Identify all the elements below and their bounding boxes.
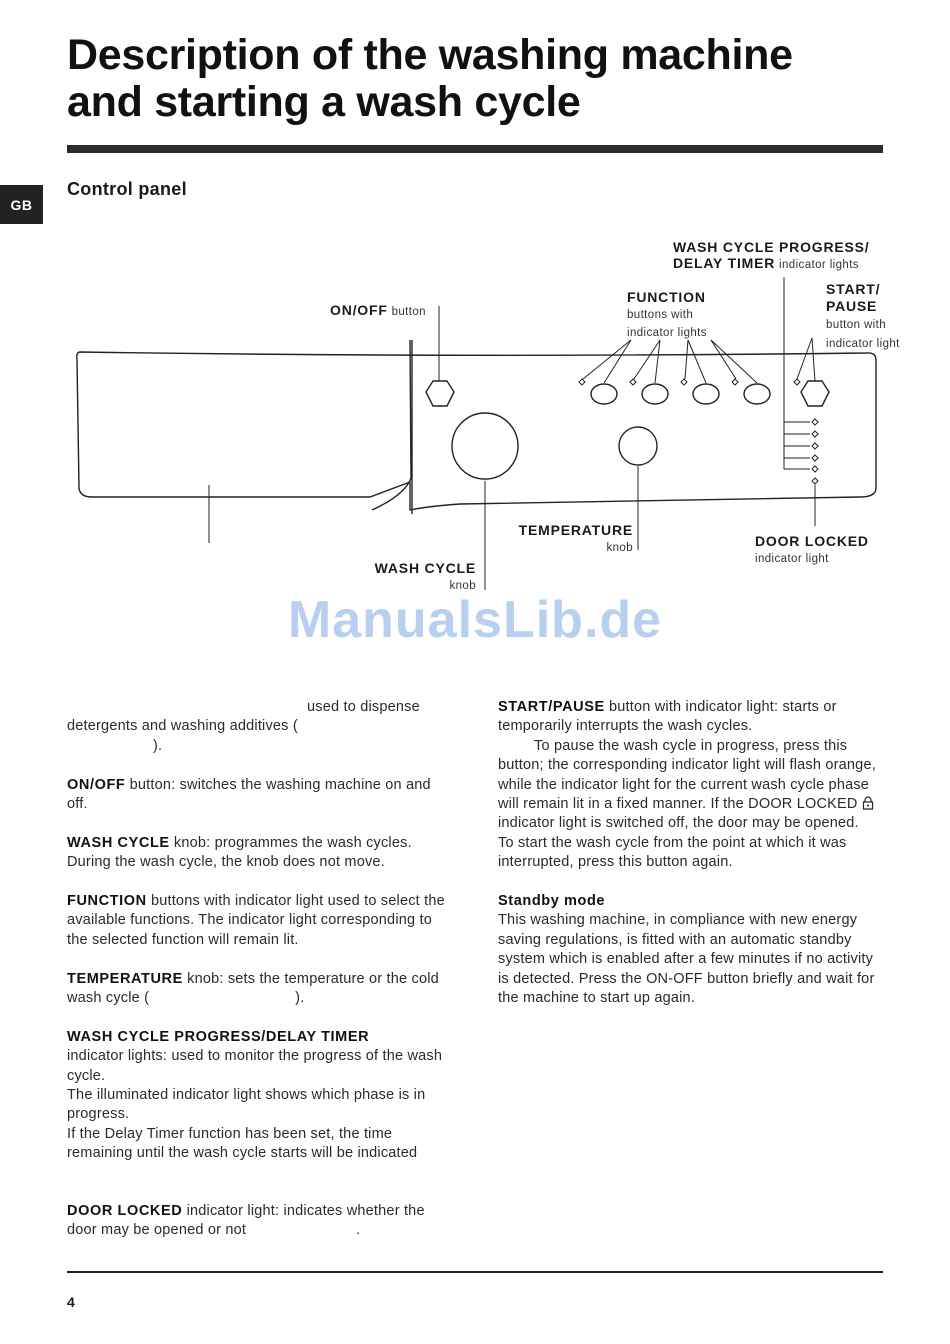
label-start-pause-line2: PAUSE: [826, 298, 878, 314]
pause-description-a: To pause the wash cycle in progress, press this button; the corresponding indicator light will flash orange, while the indicator light for the current wash cycle phase will remain lit in a fixed manner. If the DOOR LOCKED: [498, 737, 876, 813]
paragraph-temperature: [67, 970, 452, 1009]
function-light-1: [579, 379, 585, 385]
paragraph-on-off: [67, 776, 452, 815]
function-button-3: [693, 384, 719, 404]
standby-title: Standby mode: [498, 893, 606, 910]
progress-description-3: If the Delay Timer function has been set, the time remaining until the wash cycle starts will be indicated: [67, 1125, 418, 1162]
on-off-term: ON/OFF: [67, 776, 126, 793]
temperature-description-a: knob: sets the temperature or the cold wash cycle (: [67, 970, 439, 1007]
detergent-text-b: detergents and washing additives (: [67, 718, 298, 735]
on-off-button-shape: [426, 381, 454, 406]
temperature-knob-shape: [619, 427, 657, 465]
door-locked-term: DOOR LOCKED: [67, 1202, 183, 1219]
label-function-sub2: indicator lights: [627, 327, 707, 339]
door-locked-description-b: .: [356, 1222, 361, 1239]
on-off-description: button: switches the washing machine on and off.: [67, 776, 431, 813]
label-temperature: [500, 522, 633, 556]
temperature-term: TEMPERATURE: [67, 970, 183, 987]
label-wash-progress: [673, 239, 869, 273]
label-start-pause-line1: START/: [826, 281, 881, 297]
progress-term: WASH CYCLE PROGRESS/DELAY TIMER: [67, 1028, 370, 1045]
section-title: Control panel: [67, 179, 187, 199]
wash-cycle-description: knob: programmes the wash cycles. During the wash cycle, the knob does not move.: [67, 834, 412, 871]
label-door-locked-bold: DOOR LOCKED: [755, 533, 869, 549]
label-function-bold: FUNCTION: [627, 289, 706, 305]
label-start-pause: [826, 281, 900, 353]
standby-section: [498, 892, 888, 1008]
label-start-pause-sub1: button with: [826, 319, 887, 331]
paragraph-pause: [498, 737, 888, 834]
label-wash-cycle: [350, 560, 476, 594]
footer-rule: [67, 1271, 883, 1273]
title-line-2: and starting a wash cycle: [67, 78, 581, 126]
page-number: 4: [67, 1294, 75, 1310]
progress-description-1: indicator lights: used to monitor the progress of the wash cycle.: [67, 1048, 443, 1084]
label-wash-cycle-sub: knob: [449, 580, 476, 592]
function-button-4: [744, 384, 770, 404]
paragraph-function: [67, 892, 452, 950]
function-light-3: [681, 379, 687, 385]
label-door-locked-sub: indicator light: [755, 553, 829, 565]
panel-outline: [77, 352, 876, 510]
progress-light-4: [812, 455, 818, 461]
paragraph-door-locked: [67, 1202, 452, 1241]
progress-light-2: [812, 431, 818, 437]
progress-light-3: [812, 443, 818, 449]
detergent-text-a: used to dispense: [307, 699, 420, 715]
left-column: [67, 698, 452, 1260]
label-wash-progress-sub: indicator lights: [779, 259, 859, 271]
label-function-sub1: buttons with: [627, 309, 694, 321]
progress-light-5: [812, 466, 818, 472]
paragraph-resume: To start the wash cycle from the point at which it was interrupted, press this button again.: [498, 834, 847, 871]
label-wash-progress-line2: DELAY TIMER: [673, 255, 776, 271]
padlock-icon: [862, 796, 874, 810]
function-light-4: [732, 379, 738, 385]
start-pause-button-shape: [801, 381, 829, 406]
detergent-text-c: ).: [153, 737, 163, 754]
paragraph-wash-cycle: [67, 834, 452, 873]
pause-description-b: indicator light is switched off, the door may be opened.: [498, 815, 859, 832]
label-temperature-sub: knob: [606, 542, 633, 554]
paragraph-progress: [67, 1028, 452, 1164]
label-temperature-bold: TEMPERATURE: [518, 522, 633, 538]
label-on-off-bold: ON/OFF: [330, 302, 388, 318]
start-pause-description: button with indicator light: starts or temporarily interrupts the wash cycles.: [498, 699, 837, 735]
function-button-1: [591, 384, 617, 404]
label-on-off-sub: button: [391, 306, 426, 318]
function-button-2: [642, 384, 668, 404]
paragraph-detergent: [67, 698, 452, 756]
function-term: FUNCTION: [67, 893, 147, 910]
watermark: ManualsLib.de: [287, 591, 663, 649]
label-function: [627, 289, 707, 341]
temperature-description-b: ).: [295, 990, 305, 1007]
function-description: buttons with indicator light used to select the available functions. The indicator light corresponding to the selected function will remain lit.: [67, 893, 445, 948]
progress-description-2: The illuminated indicator light shows which phase is in progress.: [67, 1087, 426, 1123]
door-locked-light: [812, 478, 818, 484]
wash-cycle-term: WASH CYCLE: [67, 834, 170, 851]
label-on-off: [330, 302, 426, 320]
door-locked-description-a: indicator light: indicates whether the door may be opened or not: [67, 1202, 425, 1239]
standby-description: This washing machine, in compliance with new energy saving regulations, is fitted with an automatic standby system which is enabled after a few minutes if no activity is detected. Press the ON-OFF button briefly and wait for the machine to start up again.: [498, 912, 875, 1007]
label-wash-progress-line1: WASH CYCLE PROGRESS/: [673, 239, 870, 255]
title-line-1: Description of the washing machine: [67, 31, 793, 79]
progress-light-1: [812, 419, 818, 425]
start-pause-term: START/PAUSE: [498, 699, 605, 715]
label-start-pause-sub2: indicator light: [826, 338, 900, 350]
label-door-locked: [755, 533, 869, 567]
wash-cycle-knob-shape: [452, 413, 518, 479]
right-column: [498, 698, 888, 1008]
label-wash-cycle-bold: WASH CYCLE: [374, 560, 476, 576]
page-title: [67, 32, 793, 126]
function-light-2: [630, 379, 636, 385]
start-pause-light: [794, 379, 800, 385]
language-tab: GB: [0, 185, 43, 224]
paragraph-start-pause: [498, 698, 888, 737]
title-rule: [67, 145, 883, 153]
